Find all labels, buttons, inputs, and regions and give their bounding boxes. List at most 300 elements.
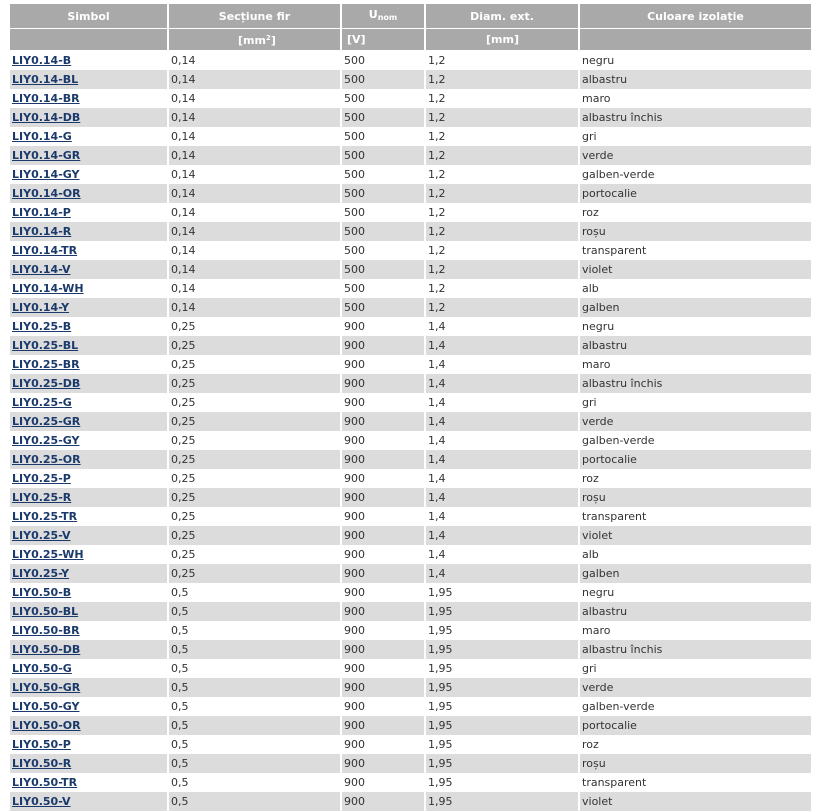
product-link[interactable]: LIY0.50-G: [12, 662, 72, 675]
cell-diam: 1,95: [428, 624, 453, 637]
table-row: [10, 355, 811, 374]
cell-culoare: gri: [582, 662, 597, 675]
cell-sectiune: 0,25: [171, 510, 196, 523]
cell-simbol: [10, 564, 167, 583]
table-row: [10, 545, 811, 564]
cell-diam: 1,2: [428, 244, 446, 257]
cell-diam: 1,4: [428, 396, 446, 409]
cell-unom: 900: [344, 510, 365, 523]
cell-unom: 900: [342, 716, 424, 735]
cell-culoare: verde: [580, 146, 811, 165]
cell-unom: 900: [342, 792, 424, 811]
cell-unom: 900: [342, 754, 424, 773]
cell-culoare: negru: [582, 320, 615, 333]
cell-simbol: [10, 507, 167, 526]
header-culoare: Culoare izolație: [580, 4, 811, 29]
cell-simbol: [10, 374, 167, 393]
table-row: [10, 697, 811, 716]
table-row: [10, 203, 811, 222]
cell-culoare: galben-verde: [582, 434, 655, 447]
product-link[interactable]: LIY0.25-G: [12, 396, 72, 409]
cell-sectiune: 0,14: [171, 130, 196, 143]
cell-sectiune: 0,25: [169, 488, 340, 507]
cell-diam: 1,95: [426, 678, 578, 697]
cell-diam: 1,4: [428, 434, 446, 447]
table-row: [10, 89, 811, 108]
product-link[interactable]: LIY0.14-GR: [12, 149, 81, 162]
cell-simbol: [10, 469, 167, 488]
cell-sectiune: 0,5: [171, 776, 189, 789]
cell-unom: 900: [342, 336, 424, 355]
cell-simbol: [10, 754, 167, 773]
cell-culoare: albastru: [580, 602, 811, 621]
cell-simbol: [10, 317, 167, 336]
table-row: [10, 564, 811, 583]
product-link[interactable]: LIY0.50-P: [12, 738, 71, 751]
cell-culoare: portocalie: [580, 184, 811, 203]
cell-sectiune: 0,5: [169, 602, 340, 621]
cell-unom: 900: [342, 488, 424, 507]
cell-culoare: negru: [582, 586, 615, 599]
table-row: [10, 393, 811, 412]
cell-simbol: [10, 583, 167, 602]
product-link[interactable]: LIY0.14-R: [12, 225, 72, 238]
product-link[interactable]: LIY0.25-GR: [12, 415, 81, 428]
product-link[interactable]: LIY0.50-V: [12, 795, 71, 808]
cell-unom: 900: [344, 662, 365, 675]
cell-diam: 1,4: [426, 336, 578, 355]
cell-culoare: maro: [582, 358, 611, 371]
product-link[interactable]: LIY0.14-V: [12, 263, 71, 276]
table-row: [10, 108, 811, 127]
cell-simbol: [10, 146, 167, 165]
cell-diam: 1,4: [428, 510, 446, 523]
cell-culoare: albastru închis: [580, 374, 811, 393]
product-link[interactable]: LIY0.50-GY: [12, 700, 80, 713]
cell-unom: 500: [342, 260, 424, 279]
cell-simbol: [10, 184, 167, 203]
cell-diam: 1,2: [426, 298, 578, 317]
cell-unom: 500: [344, 282, 365, 295]
cell-culoare: albastru: [580, 336, 811, 355]
cell-unom: 900: [344, 434, 365, 447]
table-row: [10, 716, 811, 735]
cell-unom: 900: [342, 602, 424, 621]
cell-culoare: verde: [580, 412, 811, 431]
cell-sectiune: 0,14: [171, 92, 196, 105]
cell-simbol: [10, 260, 167, 279]
table-row: [10, 678, 811, 697]
cell-sectiune: 0,5: [171, 624, 189, 637]
cell-sectiune: 0,5: [171, 700, 189, 713]
table-row: [10, 127, 811, 146]
product-link[interactable]: LIY0.50-GR: [12, 681, 81, 694]
cell-sectiune: 0,14: [169, 222, 340, 241]
cell-unom: 900: [344, 624, 365, 637]
table-row: [10, 450, 811, 469]
product-link[interactable]: LIY0.14-B: [12, 54, 72, 67]
cell-culoare: gri: [582, 396, 597, 409]
header-simbol: Simbol: [10, 4, 167, 29]
table-row: [10, 260, 811, 279]
cell-sectiune: 0,5: [169, 792, 340, 811]
cell-sectiune: 0,25: [169, 336, 340, 355]
table-row: [10, 184, 811, 203]
cell-sectiune: 0,5: [169, 754, 340, 773]
table-row: [10, 412, 811, 431]
table-row: [10, 526, 811, 545]
cell-diam: 1,95: [428, 776, 453, 789]
cell-simbol: [10, 716, 167, 735]
table-row: [10, 51, 811, 70]
product-link[interactable]: LIY0.25-R: [12, 491, 72, 504]
header-unom-letter: U: [368, 8, 378, 21]
cell-diam: 1,95: [428, 586, 453, 599]
cell-simbol: [10, 792, 167, 811]
unit-mm2-close: ]: [270, 34, 276, 47]
cell-culoare: portocalie: [580, 716, 811, 735]
cell-culoare: galben: [580, 298, 811, 317]
product-link[interactable]: LIY0.14-BL: [12, 73, 79, 86]
table-row: [10, 374, 811, 393]
cell-diam: 1,2: [426, 260, 578, 279]
table-row: [10, 507, 811, 526]
cell-sectiune: 0,25: [169, 564, 340, 583]
cell-culoare: gri: [582, 130, 597, 143]
cell-unom: 500: [344, 244, 365, 257]
product-link[interactable]: LIY0.25-V: [12, 529, 71, 542]
cell-diam: 1,2: [426, 70, 578, 89]
cell-simbol: [10, 678, 167, 697]
cell-culoare: transparent: [582, 244, 647, 257]
product-link[interactable]: LIY0.50-R: [12, 757, 72, 770]
cell-simbol: [10, 602, 167, 621]
cell-sectiune: 0,25: [169, 526, 340, 545]
cell-culoare: violet: [580, 526, 811, 545]
cell-culoare: roz: [582, 738, 599, 751]
header-diam: Diam. ext.: [426, 4, 578, 29]
cell-simbol: [10, 336, 167, 355]
table-body: [10, 51, 811, 811]
cell-simbol: [10, 279, 167, 298]
product-link[interactable]: LIY0.25-Y: [12, 567, 70, 580]
cell-simbol: [10, 621, 167, 640]
cell-sectiune: 0,14: [171, 244, 196, 257]
cell-simbol: [10, 697, 167, 716]
table-row: [10, 165, 811, 184]
cell-diam: 1,2: [426, 184, 578, 203]
cell-simbol: [10, 526, 167, 545]
cell-sectiune: 0,14: [169, 298, 340, 317]
cell-simbol: [10, 659, 167, 678]
cell-culoare: roz: [582, 206, 599, 219]
cell-diam: 1,4: [426, 374, 578, 393]
unit-mm2-base: [mm: [238, 34, 266, 47]
product-link[interactable]: LIY0.25-B: [12, 320, 72, 333]
cell-simbol: [10, 70, 167, 89]
cell-simbol: [10, 488, 167, 507]
cell-culoare: albastru închis: [580, 108, 811, 127]
cell-unom: 900: [344, 738, 365, 751]
cell-culoare: roz: [582, 472, 599, 485]
cell-culoare: galben: [580, 564, 811, 583]
table-row: [10, 792, 811, 811]
cell-diam: 1,4: [426, 526, 578, 545]
cell-simbol: [10, 222, 167, 241]
cell-diam: 1,95: [426, 602, 578, 621]
cell-diam: 1,4: [428, 358, 446, 371]
cell-unom: 500: [342, 146, 424, 165]
cell-diam: 1,2: [426, 146, 578, 165]
cell-diam: 1,95: [428, 662, 453, 675]
cell-culoare: albastru închis: [580, 640, 811, 659]
cell-diam: 1,2: [428, 130, 446, 143]
product-link[interactable]: LIY0.25-DB: [12, 377, 81, 390]
cell-unom: 900: [342, 678, 424, 697]
product-link[interactable]: LIY0.25-TR: [12, 510, 78, 523]
cell-unom: 900: [344, 396, 365, 409]
cell-unom: 500: [342, 298, 424, 317]
cell-sectiune: 0,14: [169, 70, 340, 89]
cell-simbol: [10, 298, 167, 317]
cell-diam: 1,4: [426, 412, 578, 431]
cell-diam: 1,2: [426, 108, 578, 127]
header-row-units: [10, 29, 811, 51]
product-link[interactable]: LIY0.50-TR: [12, 776, 78, 789]
cell-culoare: violet: [580, 792, 811, 811]
product-link[interactable]: LIY0.25-WH: [12, 548, 84, 561]
cell-culoare: albastru: [580, 70, 811, 89]
cell-sectiune: 0,14: [171, 206, 196, 219]
product-link[interactable]: LIY0.14-OR: [12, 187, 81, 200]
cell-simbol: [10, 735, 167, 754]
table-row: [10, 659, 811, 678]
cell-sectiune: 0,14: [169, 146, 340, 165]
cell-culoare: roșu: [580, 222, 811, 241]
cell-unom: 900: [344, 548, 365, 561]
cell-culoare: maro: [582, 624, 611, 637]
table-row: [10, 754, 811, 773]
cell-unom: 900: [344, 776, 365, 789]
cell-sectiune: 0,25: [171, 434, 196, 447]
cell-diam: 1,95: [428, 738, 453, 751]
cell-unom: 900: [342, 526, 424, 545]
product-link[interactable]: LIY0.14-BR: [12, 92, 80, 105]
cell-diam: 1,2: [428, 168, 446, 181]
product-link[interactable]: LIY0.50-OR: [12, 719, 81, 732]
product-link[interactable]: LIY0.50-B: [12, 586, 72, 599]
table-row: [10, 583, 811, 602]
cell-sectiune: 0,14: [171, 168, 196, 181]
cell-culoare: galben-verde: [582, 168, 655, 181]
cell-sectiune: 0,5: [171, 738, 189, 751]
cell-culoare: negru: [582, 54, 615, 67]
product-link[interactable]: LIY0.50-BR: [12, 624, 80, 637]
cell-sectiune: 0,14: [171, 54, 196, 67]
cell-unom: 900: [344, 320, 365, 333]
product-link[interactable]: LIY0.25-P: [12, 472, 71, 485]
cell-sectiune: 0,14: [169, 260, 340, 279]
product-link[interactable]: LIY0.50-BL: [12, 605, 79, 618]
product-link[interactable]: LIY0.14-DB: [12, 111, 81, 124]
cell-sectiune: 0,25: [171, 548, 196, 561]
cell-simbol: [10, 108, 167, 127]
cell-simbol: [10, 241, 167, 260]
cell-unom: 500: [344, 54, 365, 67]
cell-unom: 500: [344, 92, 365, 105]
table-header: [10, 4, 811, 51]
cell-simbol: [10, 450, 167, 469]
table-row: [10, 241, 811, 260]
cell-sectiune: 0,5: [171, 662, 189, 675]
cell-simbol: [10, 393, 167, 412]
cell-diam: 1,4: [428, 320, 446, 333]
unit-sectiune: [169, 29, 340, 51]
cell-unom: 900: [344, 358, 365, 371]
cell-unom: 900: [342, 412, 424, 431]
cell-unom: 900: [342, 640, 424, 659]
cell-culoare: verde: [580, 678, 811, 697]
unit-mm2-sup: 2: [265, 34, 271, 42]
cell-diam: 1,95: [426, 754, 578, 773]
cell-culoare: roșu: [580, 754, 811, 773]
unit-mm: [mm]: [426, 29, 578, 51]
cell-culoare: roșu: [580, 488, 811, 507]
cell-unom: 900: [344, 472, 365, 485]
cell-unom: 900: [344, 586, 365, 599]
cell-sectiune: 0,25: [169, 412, 340, 431]
cell-unom: 500: [344, 130, 365, 143]
cell-diam: 1,2: [428, 92, 446, 105]
cell-simbol: [10, 355, 167, 374]
table-row: [10, 336, 811, 355]
cell-culoare: portocalie: [580, 450, 811, 469]
cell-sectiune: 0,14: [169, 108, 340, 127]
cell-sectiune: 0,14: [169, 184, 340, 203]
cell-unom: 900: [344, 700, 365, 713]
cell-simbol: [10, 203, 167, 222]
cell-culoare: alb: [582, 282, 599, 295]
cell-unom: 500: [342, 222, 424, 241]
cell-simbol: [10, 51, 167, 70]
cell-sectiune: 0,5: [171, 586, 189, 599]
product-link[interactable]: LIY0.14-TR: [12, 244, 78, 257]
header-unom: [342, 4, 424, 29]
cell-diam: 1,95: [426, 640, 578, 659]
cell-diam: 1,4: [428, 548, 446, 561]
table-row: [10, 317, 811, 336]
cell-sectiune: 0,25: [171, 320, 196, 333]
table-row: [10, 222, 811, 241]
cell-sectiune: 0,25: [171, 358, 196, 371]
cell-unom: 900: [342, 374, 424, 393]
product-link[interactable]: LIY0.14-P: [12, 206, 71, 219]
cell-diam: 1,2: [428, 54, 446, 67]
cell-sectiune: 0,14: [171, 282, 196, 295]
product-link[interactable]: LIY0.50-DB: [12, 643, 81, 656]
cable-spec-table: [8, 4, 813, 811]
cell-sectiune: 0,25: [171, 472, 196, 485]
cell-simbol: [10, 89, 167, 108]
table-row: [10, 469, 811, 488]
cell-simbol: [10, 412, 167, 431]
product-link[interactable]: LIY0.14-Y: [12, 301, 70, 314]
table-row: [10, 431, 811, 450]
cell-unom: 500: [342, 184, 424, 203]
table-row: [10, 488, 811, 507]
cell-sectiune: 0,25: [171, 396, 196, 409]
cell-unom: 500: [342, 108, 424, 127]
product-link[interactable]: LIY0.14-G: [12, 130, 72, 143]
cell-unom: 500: [342, 70, 424, 89]
product-link[interactable]: LIY0.25-BL: [12, 339, 79, 352]
table-row: [10, 621, 811, 640]
table-row: [10, 146, 811, 165]
cell-sectiune: 0,5: [169, 716, 340, 735]
cell-diam: 1,95: [426, 792, 578, 811]
cell-simbol: [10, 773, 167, 792]
table-row: [10, 602, 811, 621]
unit-volts: [V]: [342, 29, 424, 51]
product-link[interactable]: LIY0.25-OR: [12, 453, 81, 466]
cell-culoare: maro: [582, 92, 611, 105]
table-row: [10, 70, 811, 89]
unit-simbol: [10, 29, 167, 51]
table-row: [10, 735, 811, 754]
header-unom-sub: nom: [377, 13, 398, 22]
cell-diam: 1,4: [426, 488, 578, 507]
table-row: [10, 640, 811, 659]
cell-diam: 1,4: [426, 564, 578, 583]
cell-diam: 1,4: [428, 472, 446, 485]
product-link[interactable]: LIY0.25-BR: [12, 358, 80, 371]
unit-culoare: [580, 29, 811, 51]
cell-sectiune: 0,25: [169, 374, 340, 393]
cell-unom: 900: [342, 450, 424, 469]
header-row-titles: [10, 4, 811, 29]
cell-sectiune: 0,5: [169, 640, 340, 659]
cell-simbol: [10, 640, 167, 659]
cell-diam: 1,4: [426, 450, 578, 469]
cell-diam: 1,95: [428, 700, 453, 713]
cell-unom: 500: [344, 168, 365, 181]
product-link[interactable]: LIY0.14-GY: [12, 168, 80, 181]
cell-unom: 500: [344, 206, 365, 219]
header-sectiune: Secțiune fir: [169, 4, 340, 29]
cell-simbol: [10, 127, 167, 146]
table-row: [10, 773, 811, 792]
cell-culoare: alb: [582, 548, 599, 561]
cell-culoare: transparent: [582, 776, 647, 789]
cell-simbol: [10, 165, 167, 184]
table-row: [10, 298, 811, 317]
product-link[interactable]: LIY0.14-WH: [12, 282, 84, 295]
cell-diam: 1,2: [428, 206, 446, 219]
cell-diam: 1,2: [428, 282, 446, 295]
cell-sectiune: 0,25: [169, 450, 340, 469]
cell-diam: 1,2: [426, 222, 578, 241]
cell-culoare: transparent: [582, 510, 647, 523]
cell-simbol: [10, 545, 167, 564]
table-row: [10, 279, 811, 298]
cell-sectiune: 0,5: [169, 678, 340, 697]
cell-diam: 1,95: [426, 716, 578, 735]
cell-culoare: galben-verde: [582, 700, 655, 713]
cell-unom: 900: [342, 564, 424, 583]
cell-simbol: [10, 431, 167, 450]
cell-culoare: violet: [580, 260, 811, 279]
product-link[interactable]: LIY0.25-GY: [12, 434, 80, 447]
